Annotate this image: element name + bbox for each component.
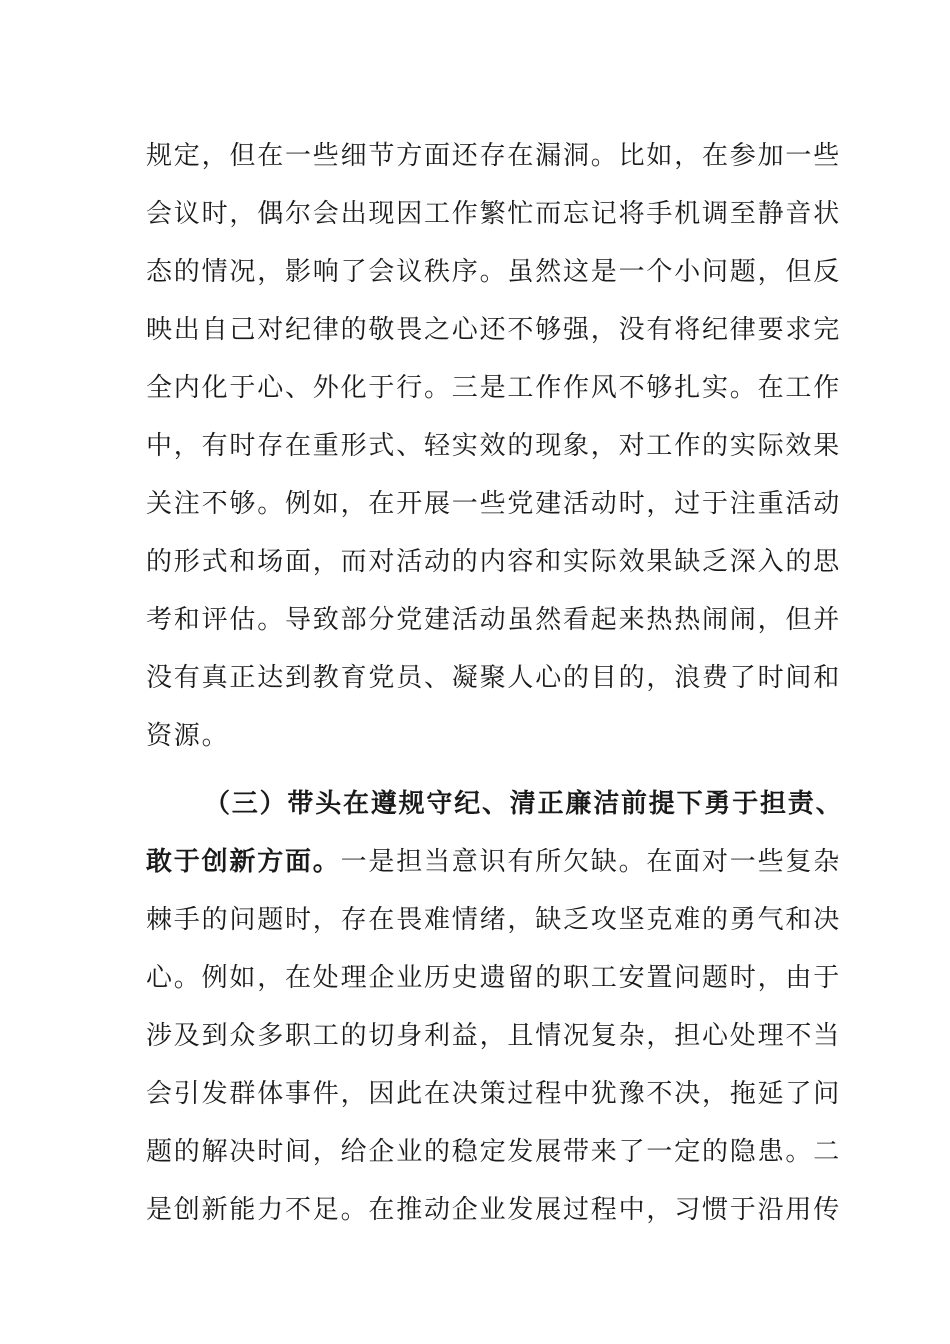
text-line: 全内化于心、外化于行。三是工作作风不够扎实。在工作 (146, 373, 842, 403)
document-body (146, 127, 844, 1239)
text-line: 是创新能力不足。在推动企业发展过程中，习惯于沿用传 (146, 1195, 842, 1225)
text-line: 没有真正达到教育党员、凝聚人心的目的，浪费了时间和 (146, 663, 842, 693)
paragraph-gap (146, 765, 786, 775)
text-line: 映出自己对纪律的敬畏之心还不够强，没有将纪律要求完 (146, 315, 842, 345)
text-line: 题的解决时间，给企业的稳定发展带来了一定的隐患。二 (146, 1137, 842, 1167)
text-line: 棘手的问题时，存在畏难情绪，缺乏攻坚克难的勇气和决 (146, 905, 842, 935)
text-run: 一是担当意识有所欠缺。在面对一些复杂 (340, 847, 842, 877)
text-line: 资源。 (146, 721, 230, 751)
section-heading-continued: 敢于创新方面。 (146, 847, 341, 877)
text-line: 会引发群体事件，因此在决策过程中犹豫不决，拖延了问 (146, 1079, 842, 1109)
text-line: 心。例如，在处理企业历史遗留的职工安置问题时，由于 (146, 963, 842, 993)
text-line: 关注不够。例如，在开展一些党建活动时，过于注重活动 (146, 489, 842, 519)
text-line: 中，有时存在重形式、轻实效的现象，对工作的实际效果 (146, 431, 842, 461)
paragraph-discipline (146, 127, 842, 765)
text-line: 规定，但在一些细节方面还存在漏洞。比如，在参加一些 (146, 141, 842, 171)
text-line: 的形式和场面，而对活动的内容和实际效果缺乏深入的思 (146, 547, 842, 577)
section-heading: （三）带头在遵规守纪、清正廉洁前提下勇于担责、 (204, 789, 844, 819)
text-line: 会议时，偶尔会出现因工作繁忙而忘记将手机调至静音状 (146, 199, 842, 229)
text-line: 态的情况，影响了会议秩序。虽然这是一个小问题，但反 (146, 257, 842, 287)
text-line: 涉及到众多职工的切身利益，且情况复杂，担心处理不当 (146, 1021, 842, 1051)
text-line (146, 833, 842, 891)
text-line: 考和评估。导致部分党建活动虽然看起来热热闹闹，但并 (146, 605, 842, 635)
paragraph-responsibility (146, 775, 844, 1239)
